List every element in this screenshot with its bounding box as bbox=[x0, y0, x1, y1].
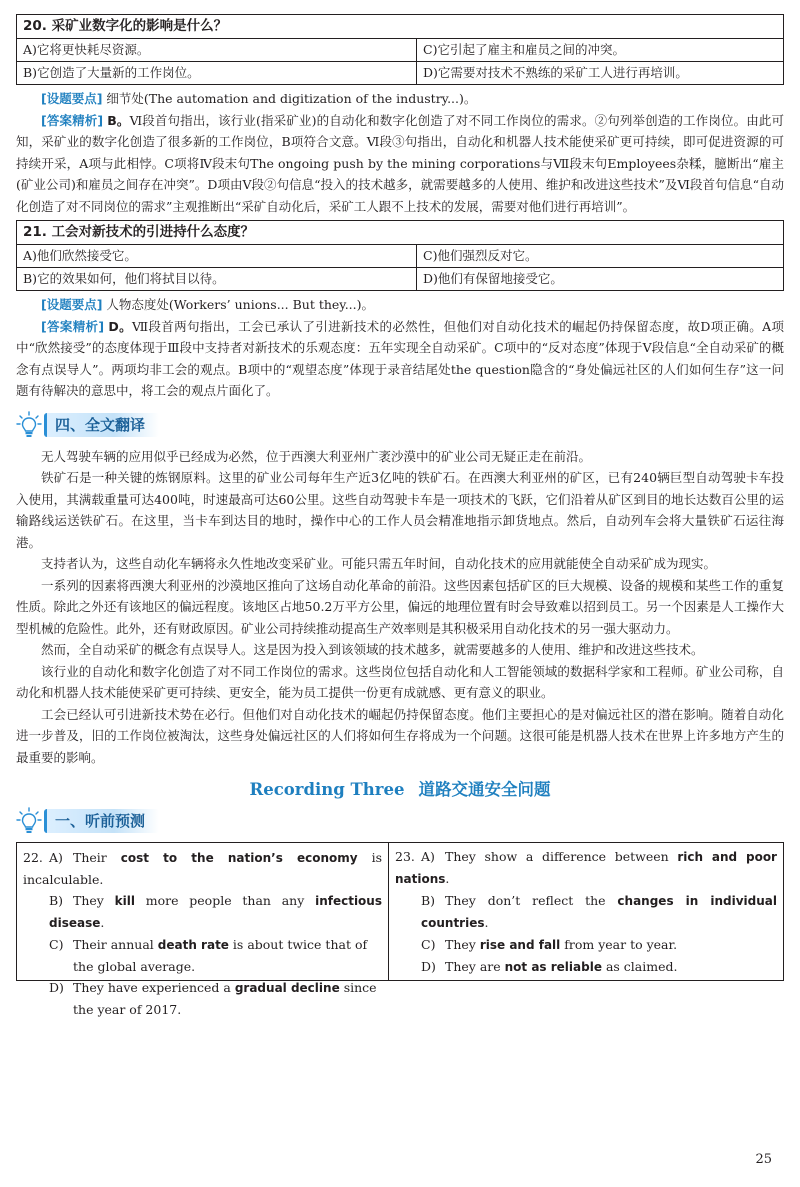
lightbulb-icon bbox=[16, 411, 42, 439]
q21-key-point bbox=[16, 294, 784, 316]
section-4-header bbox=[16, 410, 784, 440]
q20-key-point bbox=[16, 88, 784, 110]
analysis-label: [答案精析] bbox=[41, 112, 104, 128]
translation-paragraph: 该行业的自动化和数字化创造了对不同工作岗位的需求。这些岗位包括自动化和人工智能领域的数据科学家和工程师。矿业公司称，自动化和机器人技术能使采矿更可持续、更安全，能为员工提供一份更有成就感、更有意义的职业。 bbox=[16, 663, 784, 700]
page bbox=[16, 14, 785, 1017]
translation-body bbox=[16, 446, 784, 769]
q22-option-d-cont: the year of 2017. bbox=[73, 1002, 182, 1017]
question-21-title: 21. 工会对新技术的引进持什么态度？ bbox=[17, 221, 783, 245]
analysis-label: [答案精析] bbox=[41, 318, 105, 334]
section-1-header bbox=[16, 806, 784, 836]
q22-option-c-cont: the global average. bbox=[73, 959, 196, 974]
question-22 bbox=[17, 843, 389, 1017]
translation-paragraph: 一系列的因素将西澳大利亚州的沙漠地区推向了这场自动化革命的前沿。这些因素包括矿区的巨大规模、设备的规模和某些工作的重复性质。除此之外还有该地区的偏远程度。该地区占地50.2万平方公里，偏远的地理位置有时会导致难以招到员工。另一个因素是人工操作大型机械的危险性。此外，还有财政原因。矿业公司持续推动提高生产效率则是其积极采用自动化技术的另一强大驱动力。 bbox=[16, 577, 784, 636]
question-20-title: 20. 采矿业数字化的影响是什么？ bbox=[17, 15, 783, 39]
recording-title-cn: 道路交通安全问题 bbox=[418, 780, 551, 799]
page-number: 25 bbox=[755, 1152, 772, 1167]
answer-letter: D。 bbox=[108, 318, 132, 334]
option-b: B)它的效果如何，他们将拭目以待。 bbox=[17, 268, 417, 290]
q23-option-a: 23. A) They show a difference between rich and poor nations. bbox=[395, 848, 777, 886]
option-d: D)它需要对技术不熟练的采矿工人进行再培训。 bbox=[423, 65, 688, 80]
options-row-2 bbox=[17, 62, 783, 84]
options-row-2 bbox=[17, 268, 783, 290]
lightbulb-icon bbox=[16, 807, 42, 835]
option-b: B)它创造了大量新的工作岗位。 bbox=[17, 62, 417, 84]
q22-option-b: B) They kill more people than any infectious disease. bbox=[49, 893, 382, 930]
q23-option-d: D) They are not as reliable as claimed. bbox=[421, 958, 678, 974]
recording-title bbox=[16, 776, 784, 800]
option-c: C)它引起了雇主和雇员之间的冲突。 bbox=[423, 42, 625, 57]
q21-analysis bbox=[16, 316, 784, 402]
question-20-box bbox=[16, 14, 784, 85]
key-point-text: 细节处(The automation and digitization of the industry...)。 bbox=[106, 91, 477, 106]
key-point-label: [设题要点] bbox=[41, 91, 103, 106]
options-row-1 bbox=[17, 245, 783, 268]
prediction-box bbox=[16, 842, 784, 1017]
translation-paragraph: 无人驾驶车辆的应用似乎已经成为必然，位于西澳大利亚州广袤沙漠中的矿业公司无疑正走在前沿。 bbox=[41, 448, 592, 464]
translation-paragraph: 然而，全自动采矿的概念有点误导人。这是因为投入到该领域的技术越多，就需要越多的人使用、维护和改进这些技术。 bbox=[41, 642, 704, 657]
translation-paragraph: 工会已经认可引进新技术势在必行。但他们对自动化技术的崛起仍持保留态度。他们主要担心的是对偏远社区的潜在影响。随着自动化进一步普及，旧的工作岗位被淘汰，这些身处偏远社区的人们将如何生存将成为一个问题。这很可能是机器人技术在世界上许多地方产生的最重要的影响。 bbox=[16, 706, 784, 765]
options-row-1 bbox=[17, 39, 783, 62]
analysis-text: Ⅵ段首句指出，该行业(指采矿业)的自动化和数字化创造了对不同工作岗位的需求。②句列举创造的工作岗位。由此可知，采矿业的数字化创造了很多新的工作岗位，B项符合文意。Ⅵ段③句指出，自动化和机器人技术能使采矿更可持续，即可促进资源的可持续开采，A项与此相悖。C项将Ⅳ段末句The ongoing push by the mining corporations与Ⅶ段末句Employees杂糅，臆断出“雇主(矿业公司)和雇员之间存在冲突”。D项由Ⅴ段②句信息“投入的技术越多，就需要越多的人使用、维护和改进这些技术”及Ⅵ段首句信息“自动化创造了对不同岗位的需求”主观推断出“采矿自动化后，采矿工人跟不上技术的发展，需要对他们进行再培训”。 bbox=[16, 112, 785, 214]
q22-option-d: D) They have experienced a gradual decline since bbox=[49, 980, 377, 995]
question-23 bbox=[389, 843, 783, 980]
key-point-text: 人物态度处(Workers’ unions... But they...)。 bbox=[106, 297, 374, 312]
option-a: A)它将更快耗尽资源。 bbox=[17, 39, 417, 61]
q22-option-a: 22. A) Their cost to the nation’s economy is incalculable. bbox=[23, 850, 383, 887]
section-4-title: 四、全文翻译 bbox=[44, 413, 159, 437]
q23-option-b: B) They don’t reflect the changes in individual countries. bbox=[421, 892, 777, 930]
option-c: C)他们强烈反对它。 bbox=[423, 248, 538, 263]
option-d: D)他们有保留地接受它。 bbox=[423, 271, 563, 286]
answer-letter: B。 bbox=[107, 112, 130, 128]
key-point-label: [设题要点] bbox=[41, 297, 103, 312]
option-a: A)他们欣然接受它。 bbox=[17, 245, 417, 267]
question-21-box bbox=[16, 220, 784, 291]
q22-option-c: C) Their annual death rate is about twice that of bbox=[49, 937, 368, 952]
recording-title-en: Recording Three bbox=[249, 780, 405, 799]
q20-analysis bbox=[16, 110, 784, 218]
translation-paragraph: 支持者认为，这些自动化车辆将永久性地改变采矿业。可能只需五年时间，自动化技术的应用就能使全自动采矿成为现实。 bbox=[41, 556, 717, 571]
analysis-text: Ⅶ段首两句指出，工会已承认了引进新技术的必然性，但他们对自动化技术的崛起仍持保留态度，故D项正确。A项中“欣然接受”的态度体现于Ⅲ段中支持者对新技术的乐观态度：五年实现全自动采矿。C项中的“反对态度”体现于Ⅴ段信息“全自动采矿的概念有点误导人”。两项均非工会的观点。B项中的“观望态度”体现于录音结尾处the question隐含的“身处偏远社区的人们如何生存”这一问题有待解决的意思中，将工会的观点片面化了。 bbox=[16, 318, 784, 398]
section-1-title: 一、听前预测 bbox=[44, 809, 159, 833]
q23-option-c: C) They rise and fall from year to year. bbox=[421, 936, 678, 952]
translation-paragraph: 铁矿石是一种关键的炼钢原料。这里的矿业公司每年生产近3亿吨的铁矿石。在西澳大利亚州的矿区，已有240辆巨型自动驾驶卡车投入使用，其满载重量可达400吨，时速最高可达60公里。这些自动驾驶卡车是一项技术的飞跃，它们沿着从矿区到目的地长达数百公里的运输路线运送铁矿石。在这里，当卡车到达目的地时，操作中心的工作人员会精准地指示卸货地点。然后，自动列车会将大量铁矿石运往海港。 bbox=[16, 470, 784, 550]
